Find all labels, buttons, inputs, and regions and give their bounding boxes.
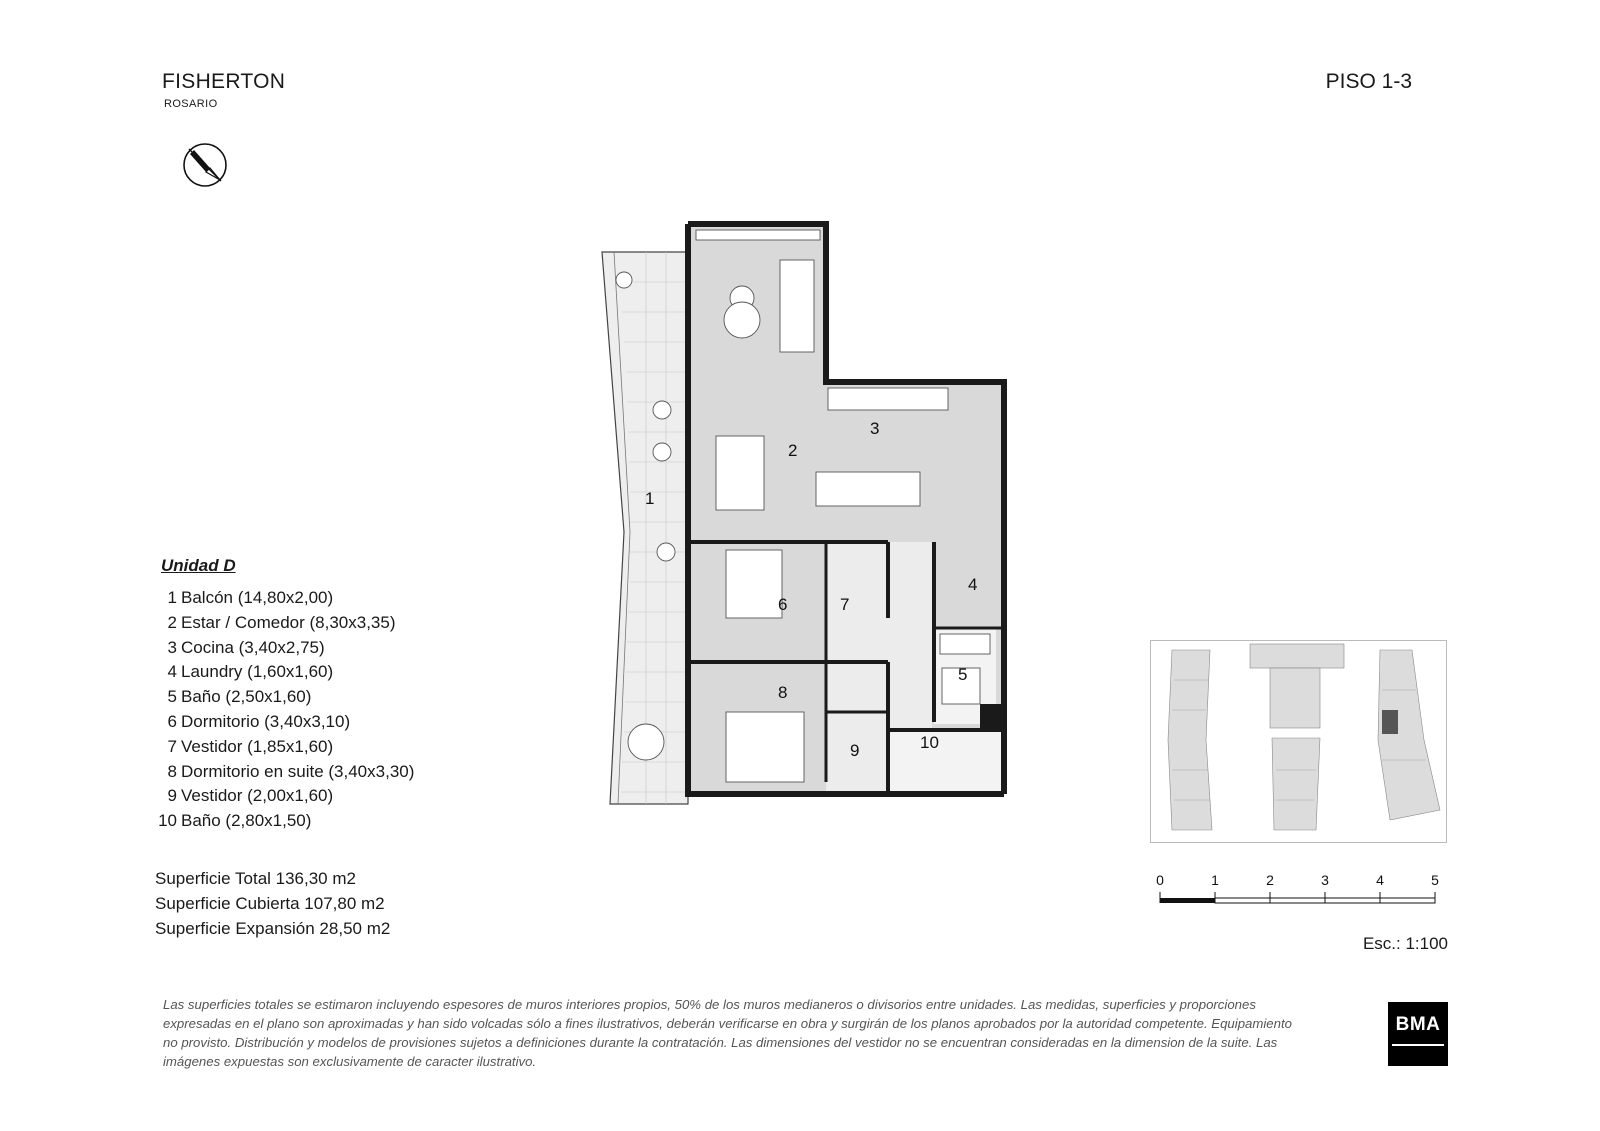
legend-item (155, 660, 414, 685)
legend-item-text: Estar / Comedor (8,30x3,35) (181, 612, 396, 632)
scale-tick-0: 0 (1156, 872, 1164, 888)
legend-item-text: Baño (2,80x1,50) (181, 811, 312, 831)
scale-tick-5: 5 (1431, 872, 1439, 888)
scale-tick-3: 3 (1321, 872, 1329, 888)
room-label-3: 3 (870, 419, 880, 438)
room-label-10: 10 (920, 733, 939, 752)
balcony (602, 252, 688, 804)
floor-plan (600, 222, 1040, 842)
legend-item (155, 586, 414, 611)
legend-item-number: 6 (167, 711, 177, 731)
legend-item-text: Laundry (1,60x1,60) (181, 662, 334, 682)
legend-item (155, 735, 414, 760)
key-plan (1150, 640, 1447, 843)
legend-item-text: Baño (2,50x1,60) (181, 687, 312, 707)
legend-item-number: 3 (167, 637, 177, 657)
logo-underline (1392, 1044, 1444, 1046)
legend-item-text: Dormitorio en suite (3,40x3,30) (181, 761, 415, 781)
room-label-8: 8 (778, 683, 788, 702)
disclaimer-text: Las superficies totales se estimaron incluyendo espesores de muros interiores propios, 50% de los muros medianeros o divisorios entre unidades. Las medidas, superficies y proporciones expresadas en el plano son aproximadas y han sido volcadas sólo a fines ilustrativos, deberán verificarse en obra y surgirán de los planos aprobados por la autoridad competente. Equipamiento no provisto. Distribución y modelos de provisiones sujetos a definiciones durante la contratación. Las dimensiones del vestidor no se encuentran consideradas en la dimension de la suite. Las imágenes expuestas son exclusivamente de caracter ilustrativo. (163, 997, 1292, 1069)
legend-item-number: 1 (167, 588, 177, 607)
room-label-6: 6 (778, 595, 788, 614)
legend-item-text: Dormitorio (3,40x3,10) (181, 711, 351, 731)
room-label-7: 7 (840, 595, 850, 614)
legend-item (155, 611, 414, 636)
legend-item (155, 760, 414, 785)
logo-text: BMA (1395, 1014, 1441, 1035)
legend-item (155, 685, 414, 710)
unit-title: Unidad D (161, 556, 236, 575)
area-expansion: Superficie Expansión 28,50 m2 (155, 919, 391, 938)
room-label-1: 1 (645, 489, 655, 508)
scale-tick-2: 2 (1266, 872, 1274, 888)
room-label-4: 4 (968, 575, 978, 594)
bma-logo (1388, 1002, 1448, 1066)
floor-label: PISO 1-3 (1325, 70, 1412, 93)
legend-item-text: Cocina (3,40x2,75) (181, 637, 325, 657)
legend-item (155, 809, 414, 834)
legend-item-number: 2 (167, 612, 177, 632)
project-name: FISHERTON (162, 70, 286, 93)
room-legend (155, 556, 414, 834)
legend-item (155, 710, 414, 735)
scale-label: Esc.: 1:100 (1362, 934, 1448, 953)
legend-item-number: 10 (158, 811, 177, 831)
area-summary (155, 866, 390, 941)
area-total: Superficie Total 136,30 m2 (155, 869, 356, 888)
legend-item-number: 8 (167, 761, 177, 781)
legend-item-text: Vestidor (2,00x1,60) (181, 786, 334, 806)
project-city: ROSARIO (164, 98, 218, 110)
legend-item-text: Vestidor (1,85x1,60) (181, 736, 334, 756)
legend-item-number: 9 (167, 786, 177, 806)
scale-bar (1156, 870, 1460, 910)
scale-tick-4: 4 (1376, 872, 1384, 888)
room-label-5: 5 (958, 665, 968, 684)
legend-item-number: 5 (167, 687, 177, 707)
north-arrow-icon (182, 142, 228, 188)
legend-item (155, 636, 414, 661)
legend-item-number: 7 (167, 736, 177, 756)
area-covered: Superficie Cubierta 107,80 m2 (155, 894, 385, 913)
room-label-9: 9 (850, 741, 860, 760)
room-label-2: 2 (788, 441, 798, 460)
legend-item-number: 4 (167, 662, 177, 682)
legend-item (155, 784, 414, 809)
legend-item-text: Balcón (14,80x2,00) (181, 588, 334, 607)
scale-tick-1: 1 (1211, 872, 1219, 888)
